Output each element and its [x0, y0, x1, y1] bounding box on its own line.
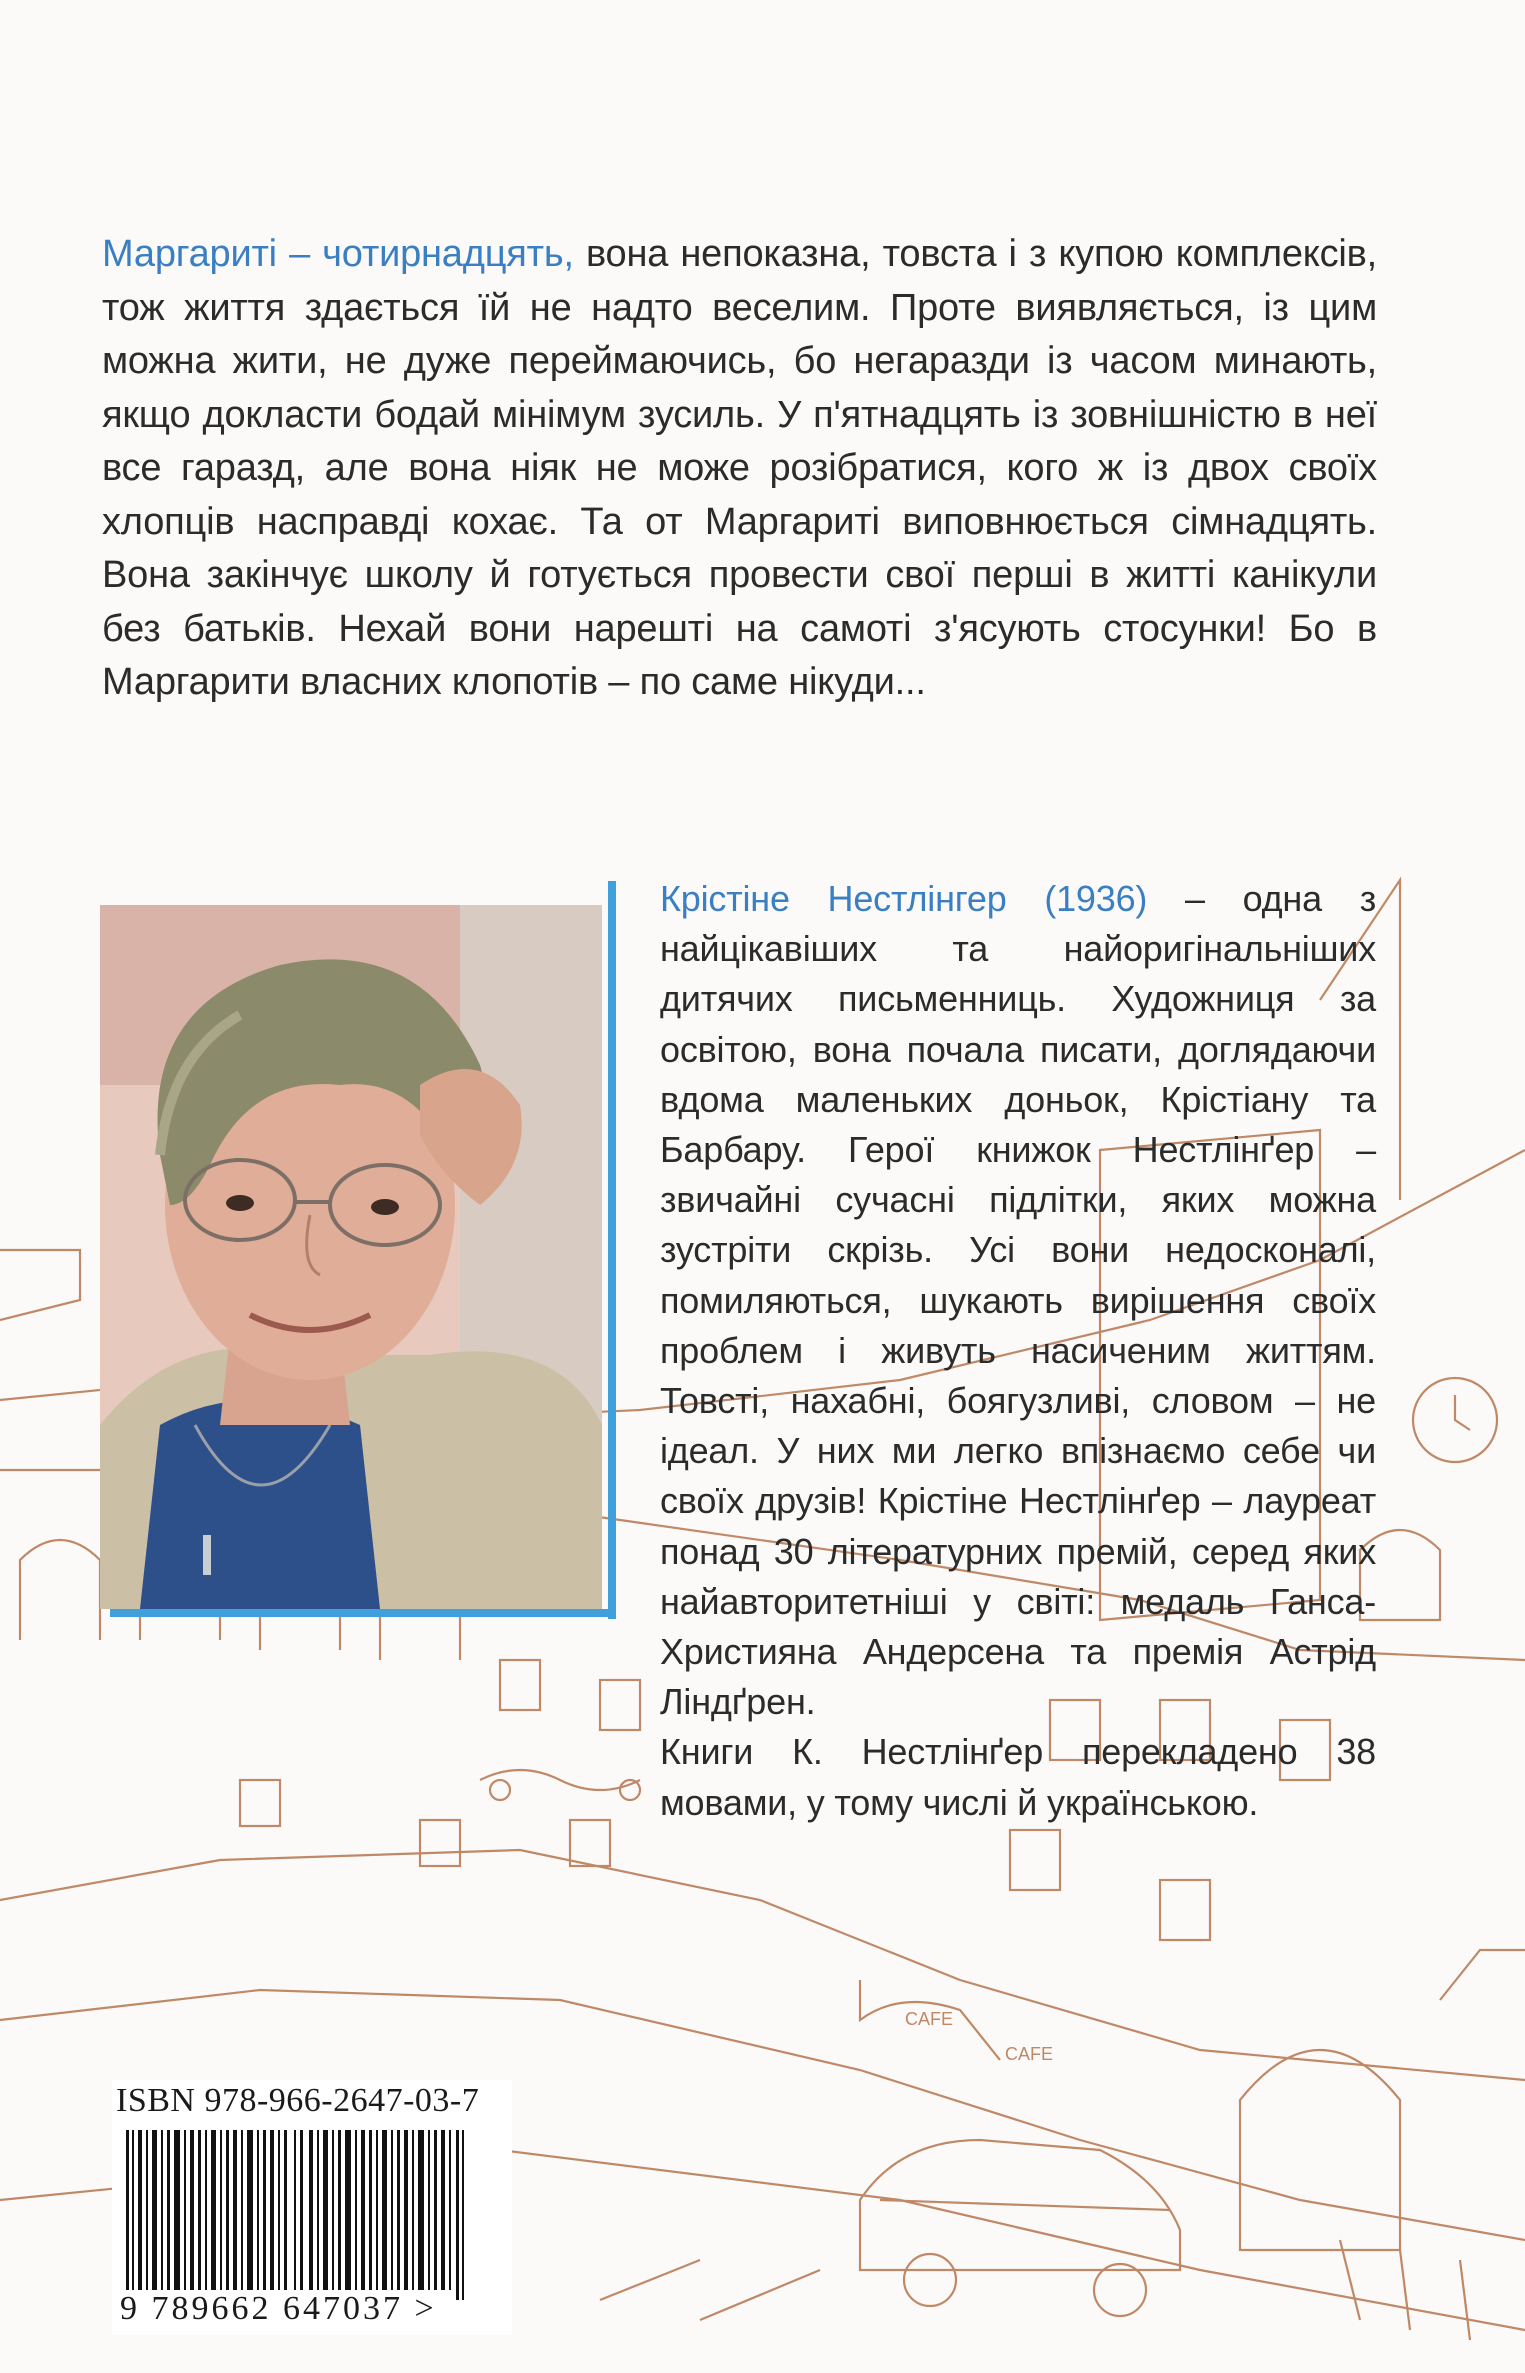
photo-frame-horizontal-line	[110, 1609, 616, 1617]
isbn-label: ISBN 978-966-2647-03-7	[116, 2082, 480, 2119]
author-bio	[660, 874, 1376, 1828]
author-photo-frame	[100, 905, 610, 1609]
svg-text:CAFE: CAFE	[905, 2009, 954, 2029]
bio-translations: Книги К. Нестлінґер перекладено 38 мовами, у тому числі й українською.	[660, 1731, 1376, 1823]
bio-text: – одна з найцікавіших та найоригінальніших дитячих письменниць. Художниця за освітою, вона почала писати, доглядаючи вдома маленьких доньок, Крістіану та Барбару. Герої книжок Нестлінґер – звичайні сучасні підлітки, яких можна зустріти скрізь. Усі вони недосконалі, помиляються, шукають вирішення своїх проблем і живуть насиченим життям. Товсті, нахабні, боягузливі, словом – не ідеал. У них ми легко впізнаємо себе чи своїх друзів! Крістіне Нестлінґер – лауреат понад 30 літературних премій, серед яких найавторитетніші у світі: медаль Ганса-Християна Андерсена та премія Астрід Ліндґрен.	[660, 878, 1376, 1723]
barcode-digits: 9 789662 647037 >	[116, 2290, 441, 2328]
book-blurb	[102, 228, 1377, 710]
svg-text:CAFE: CAFE	[1005, 2044, 1054, 2064]
photo-frame-vertical-line	[608, 881, 616, 1619]
bio-lead: Крістіне Нестлінгер (1936)	[660, 878, 1148, 919]
blurb-text: вона непоказна, товста і з купою комплексів, тож життя здається їй не надто веселим. Проте виявляється, із цим можна жити, не дуже переймаючись, бо негаразди із часом минають, якщо докласти бодай мінімум зусиль. У п'ятнадцять із зовнішністю в неї все гаразд, але вона ніяк не може розібратися, кого ж із двох своїх хлопців насправді кохає. Та от Маргариті виповнюється сімнадцять. Вона закінчує школу й готується провести свої перші в житті канікули без батьків. Нехай вони нарешті на самоті з'ясують стосунки! Бо в Маргарити власних клопотів – по саме нікуди...	[102, 233, 1377, 703]
author-photo	[100, 905, 602, 1609]
blurb-lead: Маргариті – чотирнадцять,	[102, 233, 574, 275]
